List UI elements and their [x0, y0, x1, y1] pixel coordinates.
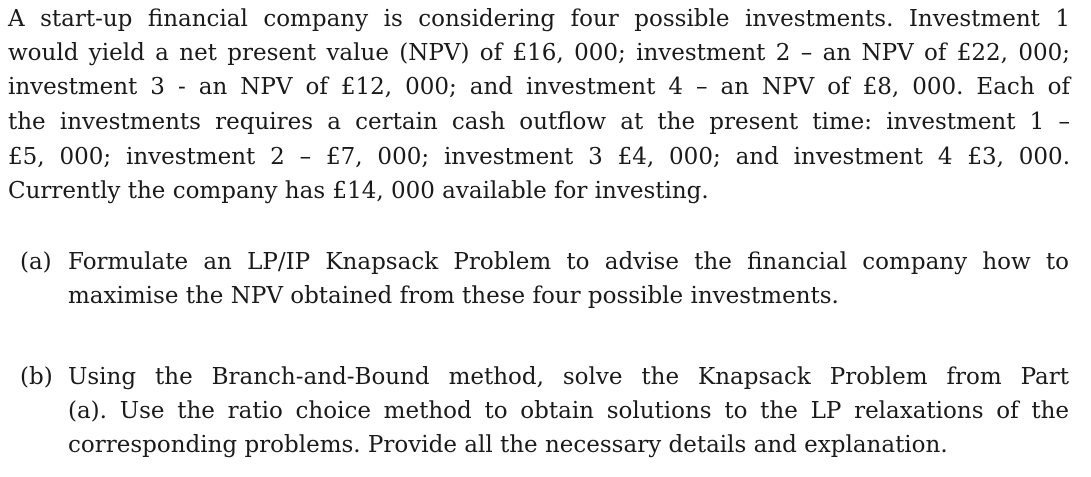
part-a-label: (a) [20, 249, 52, 275]
intro-line: £5, 000; investment 2 – £7, 000; investment 3 £4, 000; and investment 4 £3, 000. [8, 144, 1070, 170]
part-b-line: corresponding problems. Provide all the necessary details and explanation. [68, 432, 948, 458]
intro-line: investment 3 - an NPV of £12, 000; and investment 4 – an NPV of £8, 000. Each of [8, 74, 1070, 100]
part-a-line: maximise the NPV obtained from these four possible investments. [68, 283, 839, 309]
intro-line: A start-up financial company is considering four possible investments. Investment 1 [8, 6, 1070, 32]
part-b-line: Using the Branch-and-Bound method, solve the Knapsack Problem from Part [68, 364, 1069, 390]
part-b-line: (a). Use the ratio choice method to obtain solutions to the LP relaxations of the [68, 398, 1069, 424]
part-a-line: Formulate an LP/IP Knapsack Problem to advise the financial company how to [68, 249, 1069, 275]
part-b-label: (b) [20, 364, 53, 390]
intro-line: would yield a net present value (NPV) of £16, 000; investment 2 – an NPV of £22, 000; [8, 40, 1070, 66]
intro-line: the investments requires a certain cash outflow at the present time: investment 1 – [8, 109, 1070, 135]
intro-line: Currently the company has £14, 000 available for investing. [8, 178, 709, 204]
